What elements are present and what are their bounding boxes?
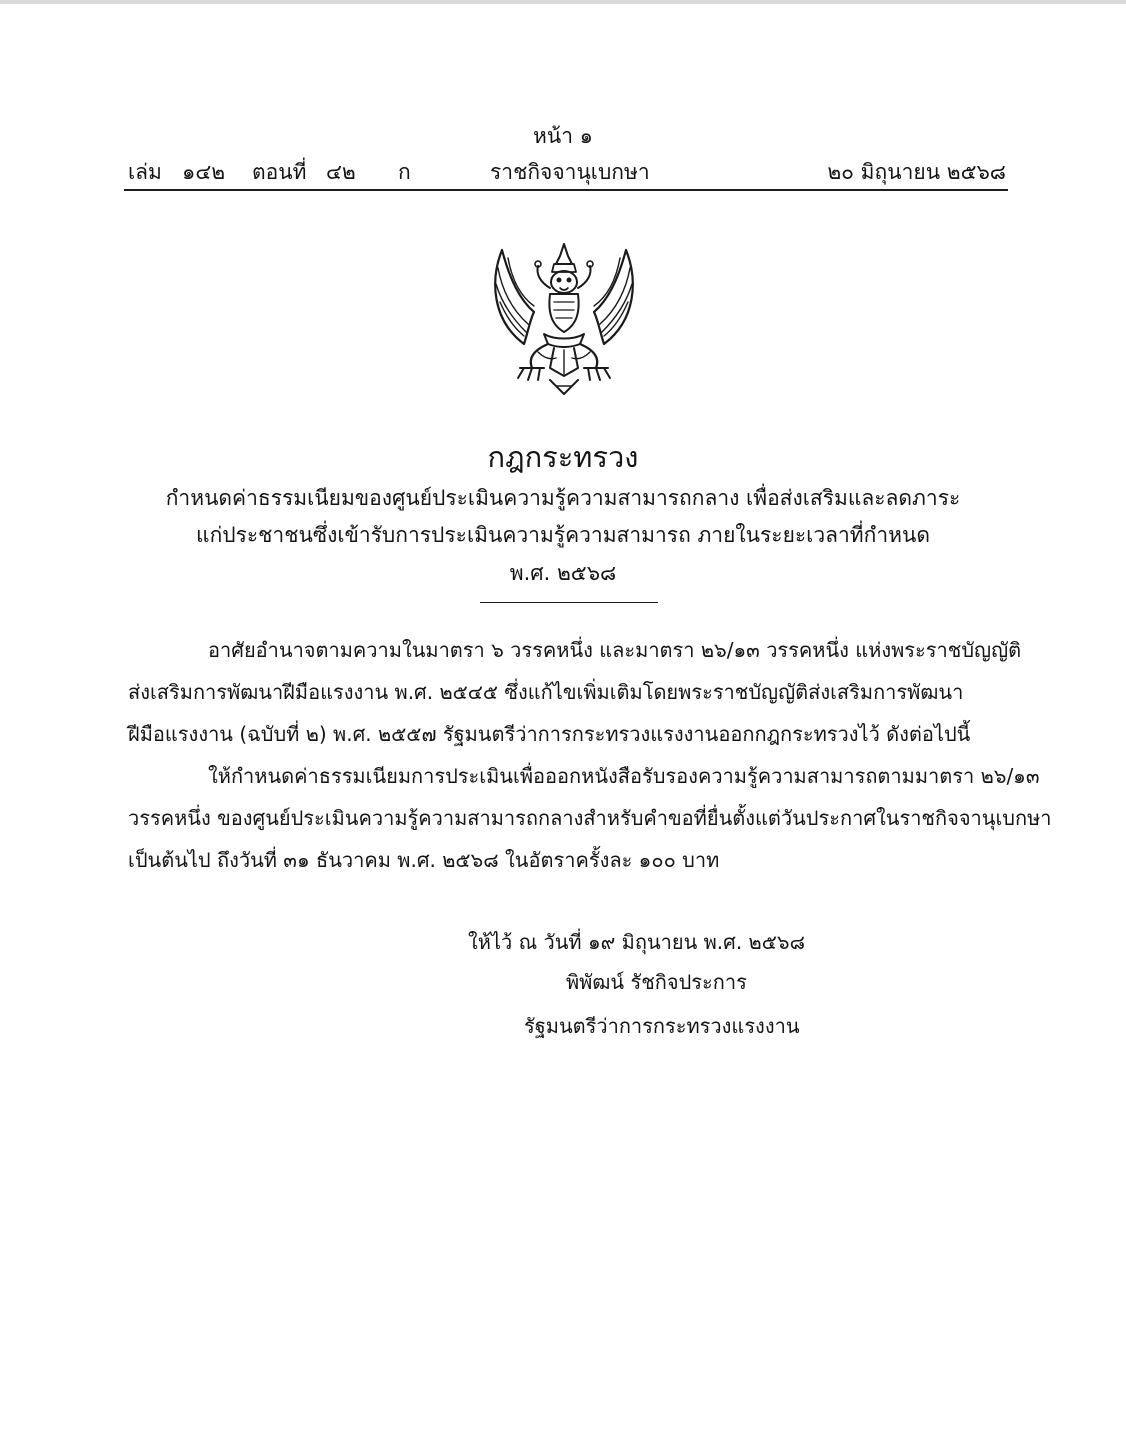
signature-date: ให้ไว้ ณ วันที่ ๑๙ มิถุนายน พ.ศ. ๒๕๖๘: [468, 930, 805, 954]
subtitle-year: พ.ศ. ๒๕๖๘: [509, 561, 617, 585]
volume-number: ๑๔๒: [182, 160, 226, 184]
page-number: หน้า ๑: [533, 124, 593, 148]
paragraph-2-line-2: วรรคหนึ่ง ของศูนย์ประเมินความรู้ความสามารถกลางสำหรับคำขอที่ยื่นตั้งแต่วันประกาศในราชกิจจานุเบกษา: [128, 806, 1052, 830]
subtitle-line-2: แก่ประชาชนซึ่งเข้ารับการประเมินความรู้ความสามารถ ภายในระยะเวลาที่กำหนด: [196, 523, 930, 547]
volume-label: เล่ม: [128, 160, 162, 184]
signatory-name: พิพัฒน์ รัชกิจประการ: [566, 970, 747, 994]
paragraph-1-line-3: ฝีมือแรงงาน (ฉบับที่ ๒) พ.ศ. ๒๕๕๗ รัฐมนตรีว่าการกระทรวงแรงงานออกกฎกระทรวงไว้ ดังต่อไปนี้: [128, 722, 971, 746]
title-divider: [480, 602, 658, 603]
document-title: กฎกระทรวง: [487, 440, 639, 474]
paragraph-2-line-1: ให้กำหนดค่าธรรมเนียมการประเมินเพื่อออกหนังสือรับรองความรู้ความสามารถตามมาตรา ๒๖/๑๓: [208, 764, 1040, 788]
issue-number: ๔๒: [326, 160, 356, 184]
header-divider: [124, 189, 1008, 191]
garuda-emblem-icon: [484, 240, 644, 400]
issue-label: ตอนที่: [252, 160, 307, 184]
publication-date: ๒๐ มิถุนายน ๒๕๖๘: [827, 160, 1006, 184]
paragraph-1-line-1: อาศัยอำนาจตามความในมาตรา ๖ วรรคหนึ่ง และมาตรา ๒๖/๑๓ วรรคหนึ่ง แห่งพระราชบัญญัติ: [208, 638, 1022, 662]
gazette-name: ราชกิจจานุเบกษา: [490, 160, 650, 184]
section-letter: ก: [398, 160, 411, 184]
paragraph-2-line-3: เป็นต้นไป ถึงวันที่ ๓๑ ธันวาคม พ.ศ. ๒๕๖๘ ในอัตราครั้งละ ๑๐๐ บาท: [128, 848, 720, 872]
gazette-header: [128, 156, 1006, 186]
subtitle-line-1: กำหนดค่าธรรมเนียมของศูนย์ประเมินความรู้ความสามารถกลาง เพื่อส่งเสริมและลดภาระ: [165, 486, 961, 510]
paragraph-1-line-2: ส่งเสริมการพัฒนาฝีมือแรงงาน พ.ศ. ๒๕๔๕ ซึ่งแก้ไขเพิ่มเติมโดยพระราชบัญญัติส่งเสริมการพัฒนา: [128, 680, 964, 704]
signatory-position: รัฐมนตรีว่าการกระทรวงแรงงาน: [524, 1014, 800, 1038]
top-edge-shade: [0, 0, 1126, 4]
